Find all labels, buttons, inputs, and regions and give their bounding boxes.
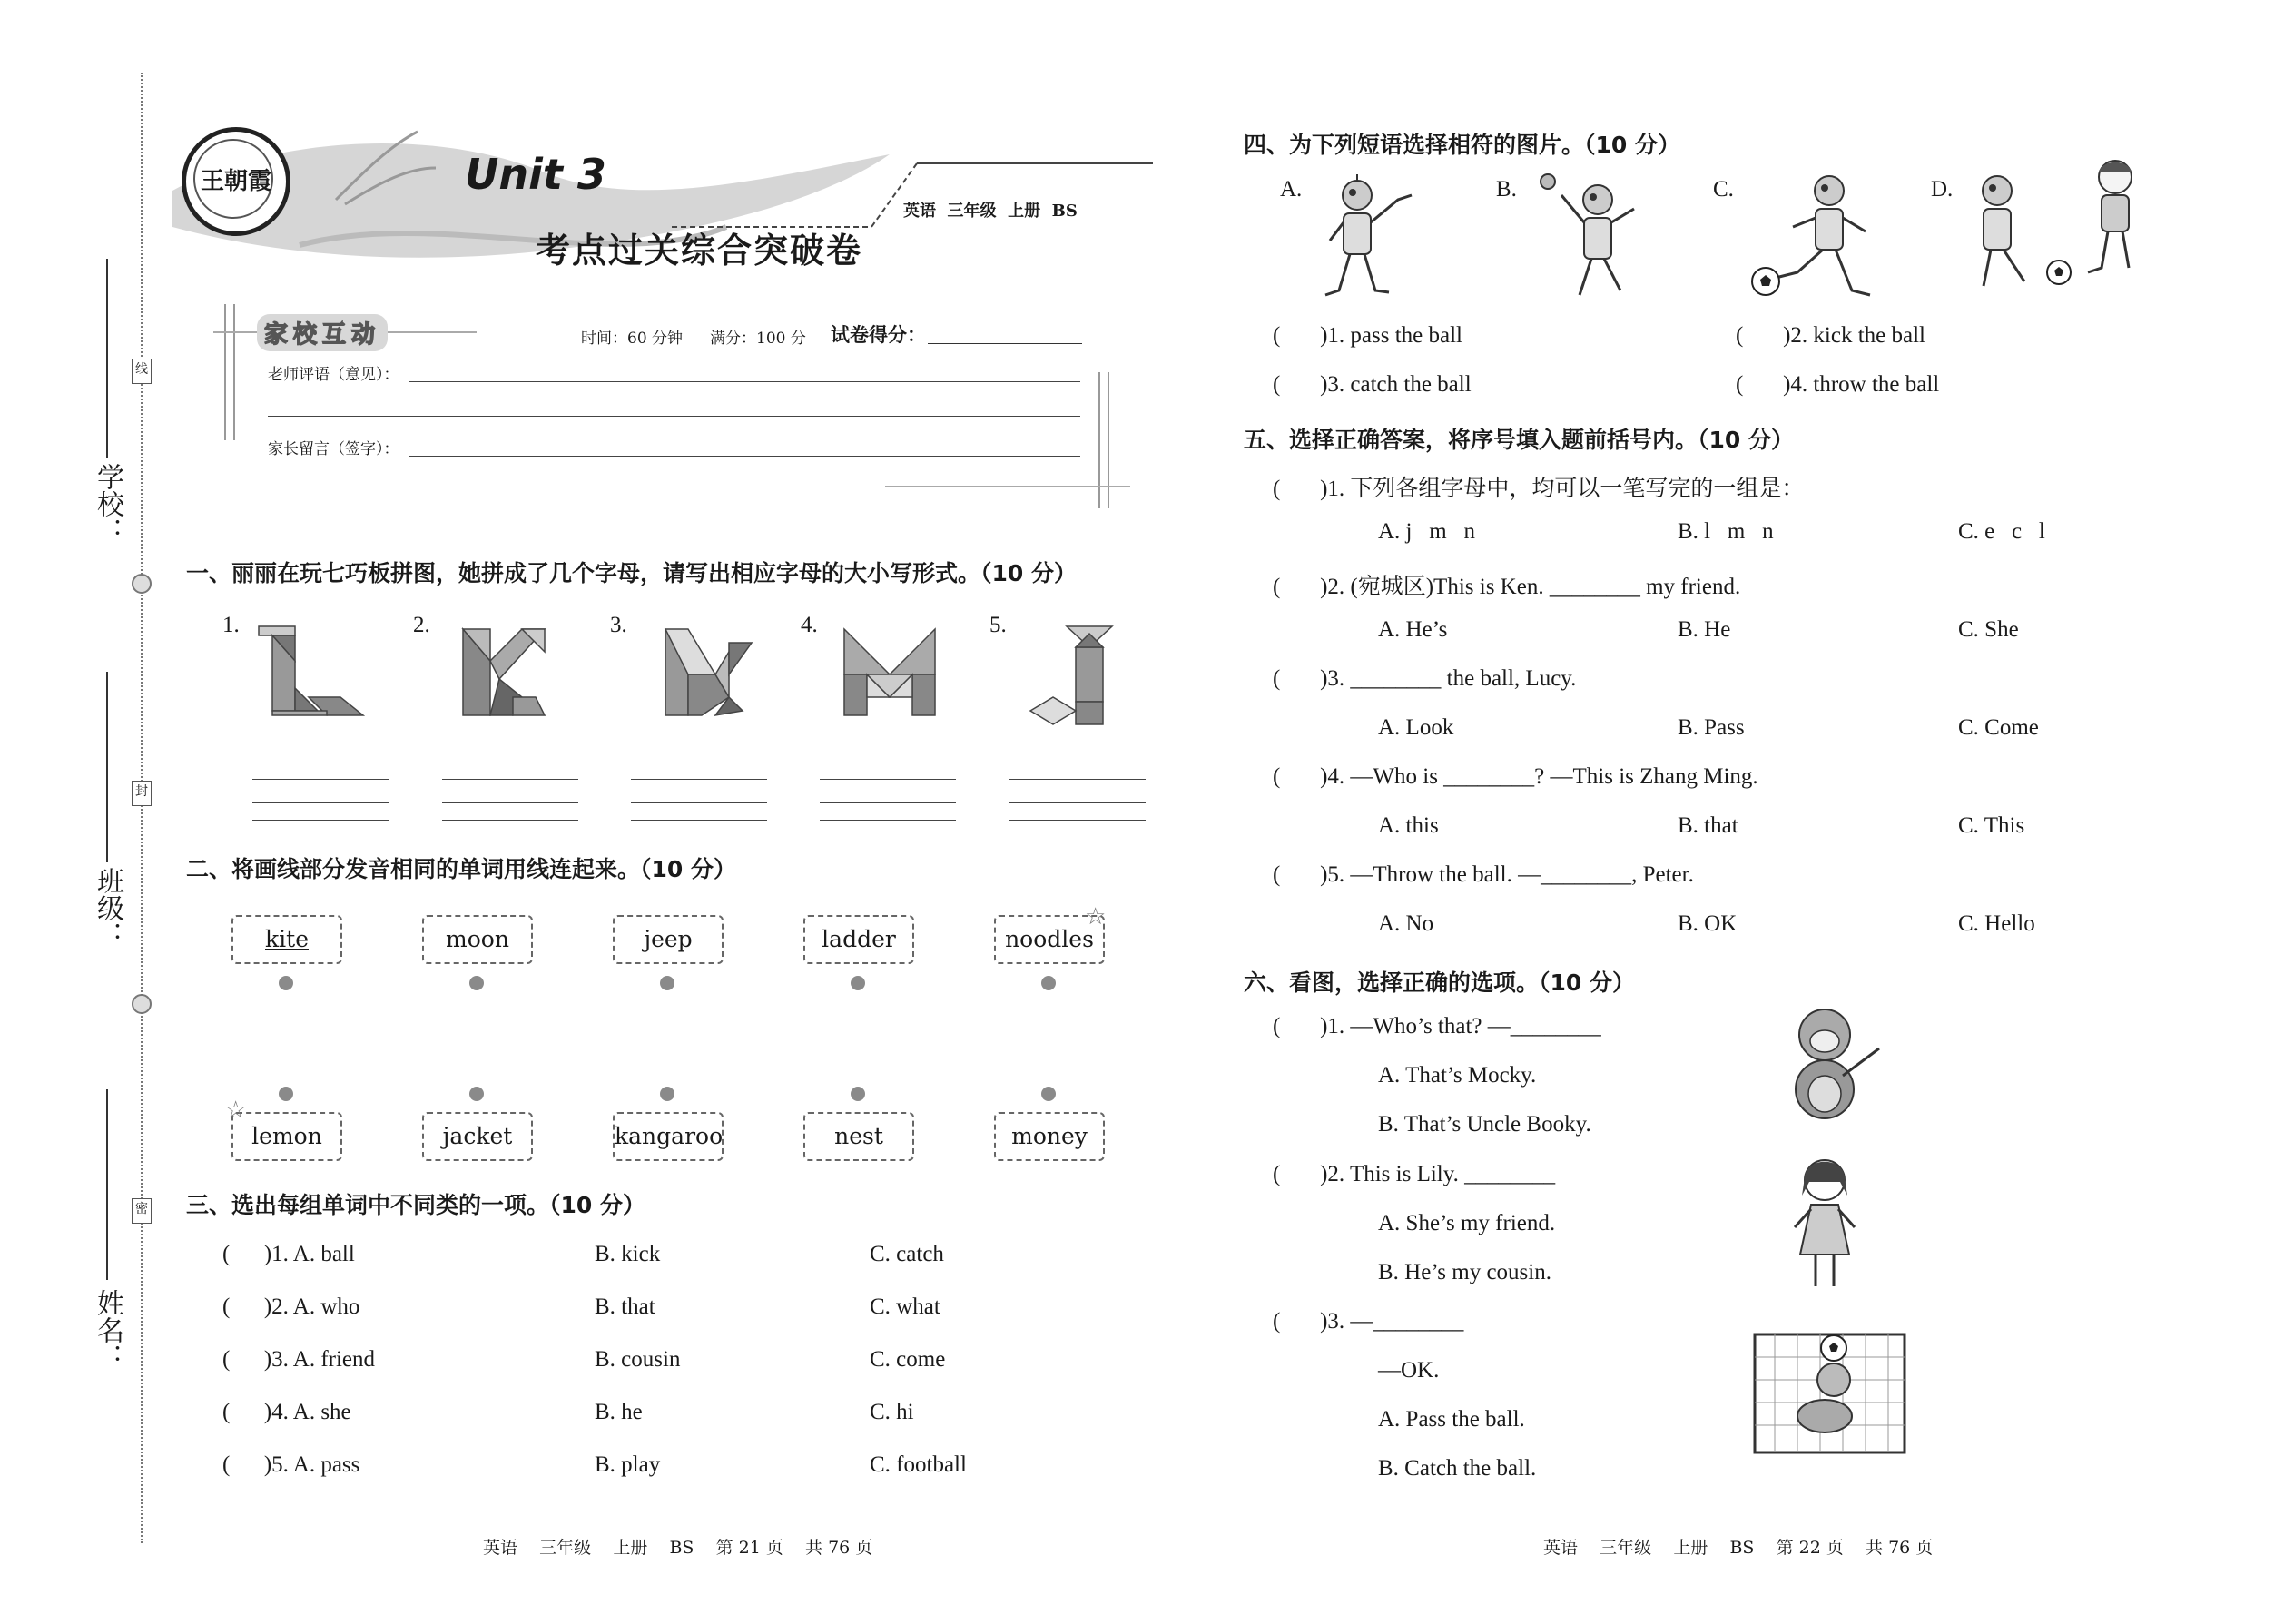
s6-q2-option-b: B. He’s my cousin. (1378, 1260, 1551, 1284)
binding-mark-seal: 封 (135, 784, 148, 799)
writing-line[interactable] (820, 779, 956, 780)
s5-option-a: A. j m n (1378, 519, 1475, 544)
star-icon: ☆ (225, 1097, 247, 1124)
section1-title: 一、丽丽在玩七巧板拼图，她拼成了几个字母，请写出相应字母的大小写形式。（10 分） (186, 560, 1077, 586)
s5-option-c: C. She (1958, 617, 2019, 642)
parent-note-line[interactable] (409, 456, 1080, 457)
s5-question: ( )3. ________ the ball, Lucy. (1273, 666, 1577, 691)
match-dot-bottom[interactable] (1041, 1087, 1056, 1101)
writing-line[interactable] (1009, 802, 1146, 803)
word-jacket: jacket (442, 1123, 513, 1149)
robot-catching-ball-picture (1312, 172, 1430, 309)
s5-option-b: B. OK (1678, 911, 1738, 936)
match-dot-bottom[interactable] (851, 1087, 865, 1101)
tangram-letter-l (254, 625, 372, 724)
picture-label: D. (1931, 177, 1954, 202)
writing-line[interactable] (442, 802, 578, 803)
tangram-letter-n (661, 625, 761, 724)
word-moon: moon (446, 926, 509, 952)
info-tag: 英语 三年级 上册 BS (903, 202, 1078, 221)
class-label: 班级： (92, 867, 123, 949)
s6-q1: ( )1. —Who’s that? —________ (1273, 1014, 1601, 1038)
full-score: 满分：100 分 (710, 330, 806, 348)
frame-bottom-line (885, 486, 1130, 487)
s5-option-a: A. He’s (1378, 617, 1448, 642)
word-box-top (231, 915, 342, 964)
s6-q2: ( )2. This is Lily. ________ (1273, 1162, 1556, 1186)
s5-option-a: A. Look (1378, 715, 1454, 740)
match-dot-bottom[interactable] (469, 1087, 484, 1101)
word-box-bottom (231, 1112, 342, 1161)
writing-line[interactable] (252, 820, 389, 821)
match-dot-top[interactable] (660, 976, 674, 990)
word-noodles: noodles (1005, 926, 1094, 952)
s5-option-c: C. This (1958, 813, 2025, 838)
match-dot-bottom[interactable] (279, 1087, 293, 1101)
writing-line[interactable] (252, 779, 389, 780)
word-box-top (422, 915, 533, 964)
robot-throwing-ball-picture (1530, 168, 1657, 309)
writing-line[interactable] (631, 779, 767, 780)
section5-title: 五、选择正确答案，将序号填入题前括号内。（10 分） (1244, 427, 1794, 453)
word-kangaroo: kangaroo (615, 1123, 724, 1149)
s5-question: ( )4. —Who is ________? —This is Zhang Ming. (1273, 764, 1758, 789)
word-box-bottom (803, 1112, 914, 1161)
binding-hole-icon (132, 994, 152, 1014)
writing-line[interactable] (442, 779, 578, 780)
writing-line[interactable] (1009, 779, 1146, 780)
s6-q3-option-a: A. Pass the ball. (1378, 1407, 1525, 1432)
star-icon: ☆ (1085, 903, 1107, 930)
word-nest: nest (834, 1123, 883, 1149)
frame-left-bars (224, 304, 235, 440)
frame-right-bars (1098, 372, 1109, 508)
footer-right: 英语 三年级 上册 BS 第 22 页 共 76 页 (1543, 1538, 1934, 1558)
binding-dotted-line (141, 73, 143, 1543)
footer-left: 英语 三年级 上册 BS 第 21 页 共 76 页 (483, 1538, 873, 1558)
word-kite: kite (265, 926, 309, 952)
section4-title: 四、为下列短语选择相符的图片。（10 分） (1244, 132, 1680, 158)
paper-subtitle: 考点过关综合突破卷 (536, 230, 863, 271)
writing-line[interactable] (631, 820, 767, 821)
s3-option-c: C. hi (870, 1400, 914, 1424)
s5-option-a: A. No (1378, 911, 1434, 936)
word-lemon: lemon (251, 1123, 322, 1149)
binding-mark-box (132, 359, 152, 384)
binding-hole-icon (132, 574, 152, 594)
tangram-num: 4. (801, 613, 818, 637)
s3-option-b: B. kick (595, 1242, 661, 1266)
s3-option-b: B. cousin (595, 1347, 681, 1372)
s5-option-b: B. He (1678, 617, 1731, 642)
s5-option-b: B. Pass (1678, 715, 1745, 740)
word-ladder: ladder (822, 926, 896, 952)
school-label: 学校： (92, 463, 123, 545)
writing-line[interactable] (820, 802, 956, 803)
s5-option-c: C. Come (1958, 715, 2039, 740)
phrase-item: ( )3. catch the ball (1273, 372, 1472, 397)
writing-line[interactable] (820, 820, 956, 821)
word-box-bottom (422, 1112, 533, 1161)
teacher-comment-label: 老师评语（意见）： (268, 366, 399, 384)
section3-title: 三、选出每组单词中不同类的一项。（10 分） (186, 1192, 645, 1218)
match-dot-top[interactable] (851, 976, 865, 990)
writing-line[interactable] (1009, 820, 1146, 821)
s3-option-b: B. that (595, 1294, 655, 1319)
binding-mark-box (132, 1198, 152, 1224)
s5-option-a: A. this (1378, 813, 1439, 838)
phrase-item: ( )4. throw the ball (1736, 372, 1940, 397)
section2-title: 二、将画线部分发音相同的单词用线连起来。（10 分） (186, 856, 736, 882)
name-label: 姓名： (92, 1289, 123, 1371)
word-box-bottom (613, 1112, 724, 1161)
tangram-letter-k (458, 625, 563, 724)
s3-option-c: C. football (870, 1452, 967, 1477)
tangram-num: 2. (413, 613, 430, 637)
binding-mark-box (132, 781, 152, 806)
word-box-top (803, 915, 914, 964)
publisher-logo (182, 127, 290, 236)
match-dot-top[interactable] (469, 976, 484, 990)
class-field-line (106, 672, 108, 862)
s3-question-option-a: ( )2. A. who (222, 1294, 360, 1319)
s6-q3-option-b: B. Catch the ball. (1378, 1456, 1537, 1481)
teacher-comment-line[interactable] (268, 416, 1080, 417)
s5-option-b: B. l m n (1678, 519, 1774, 544)
s3-question-option-a: ( )5. A. pass (222, 1452, 360, 1477)
school-field-line (106, 259, 108, 458)
s5-option-c: C. e c l (1958, 519, 2045, 544)
s3-question-option-a: ( )1. A. ball (222, 1242, 355, 1266)
writing-line[interactable] (631, 802, 767, 803)
girl-lily-picture (1784, 1155, 1866, 1295)
section6-title: 六、看图，选择正确的选项。（10 分） (1244, 969, 1635, 996)
s5-question: ( )5. —Throw the ball. —________, Peter. (1273, 862, 1694, 887)
binding-mark-line: 线 (135, 362, 148, 377)
teacher-comment-line[interactable] (409, 381, 1080, 382)
writing-line[interactable] (252, 802, 389, 803)
binding-mark-secret: 密 (135, 1202, 148, 1216)
match-dot-top[interactable] (1041, 976, 1056, 990)
s3-question-option-a: ( )3. A. friend (222, 1347, 376, 1372)
word-box-bottom (994, 1112, 1105, 1161)
tangram-num: 1. (222, 613, 240, 637)
unit-title: Unit 3 (465, 150, 606, 199)
tangram-num: 3. (610, 613, 627, 637)
word-box-top (613, 915, 724, 964)
monkey-picture (1770, 1003, 1888, 1126)
tangram-letter-m (840, 625, 940, 724)
s5-option-b: B. that (1678, 813, 1738, 838)
s5-question: ( )1. 下列各组字母中，均可以一笔写完的一组是： (1273, 477, 1805, 501)
s6-q3-reply: —OK. (1378, 1358, 1440, 1383)
word-jeep: jeep (644, 926, 693, 952)
logo-text: 王朝霞 (200, 168, 271, 195)
s3-option-c: C. what (870, 1294, 940, 1319)
s6-q1-option-b: B. That’s Uncle Booky. (1378, 1112, 1591, 1137)
s6-q3: ( )3. —________ (1273, 1309, 1464, 1334)
s5-question: ( )2. (宛城区)This is Ken. ________ my friend. (1273, 575, 1741, 599)
picture-label: C. (1713, 177, 1734, 202)
exam-time: 时间：60 分钟 (581, 330, 684, 348)
robot-passing-ball-picture (1961, 154, 2142, 309)
phrase-item: ( )2. kick the ball (1736, 323, 1925, 348)
s3-option-c: C. catch (870, 1242, 944, 1266)
picture-label: B. (1496, 177, 1517, 202)
robot-kicking-ball-picture (1743, 168, 1897, 309)
tangram-num: 5. (989, 613, 1007, 637)
s6-q2-option-a: A. She’s my friend. (1378, 1211, 1556, 1235)
word-money: money (1011, 1123, 1088, 1149)
s3-question-option-a: ( )4. A. she (222, 1400, 351, 1424)
s3-option-c: C. come (870, 1347, 946, 1372)
s5-option-c: C. Hello (1958, 911, 2035, 936)
s3-option-b: B. he (595, 1400, 643, 1424)
goalkeeper-picture (1748, 1325, 1911, 1462)
match-dot-bottom[interactable] (660, 1087, 674, 1101)
score-label: 试卷得分： (831, 323, 926, 346)
tangram-letter-j (1026, 625, 1126, 729)
name-field-line (106, 1089, 108, 1280)
home-school-label: 家校互动 (257, 314, 388, 351)
score-field[interactable] (928, 343, 1082, 344)
writing-line[interactable] (442, 820, 578, 821)
picture-label: A. (1280, 177, 1303, 202)
parent-note-label: 家长留言（签字）： (268, 440, 399, 458)
s6-q1-option-a: A. That’s Mocky. (1378, 1063, 1537, 1088)
s3-option-b: B. play (595, 1452, 661, 1477)
match-dot-top[interactable] (279, 976, 293, 990)
phrase-item: ( )1. pass the ball (1273, 323, 1462, 348)
